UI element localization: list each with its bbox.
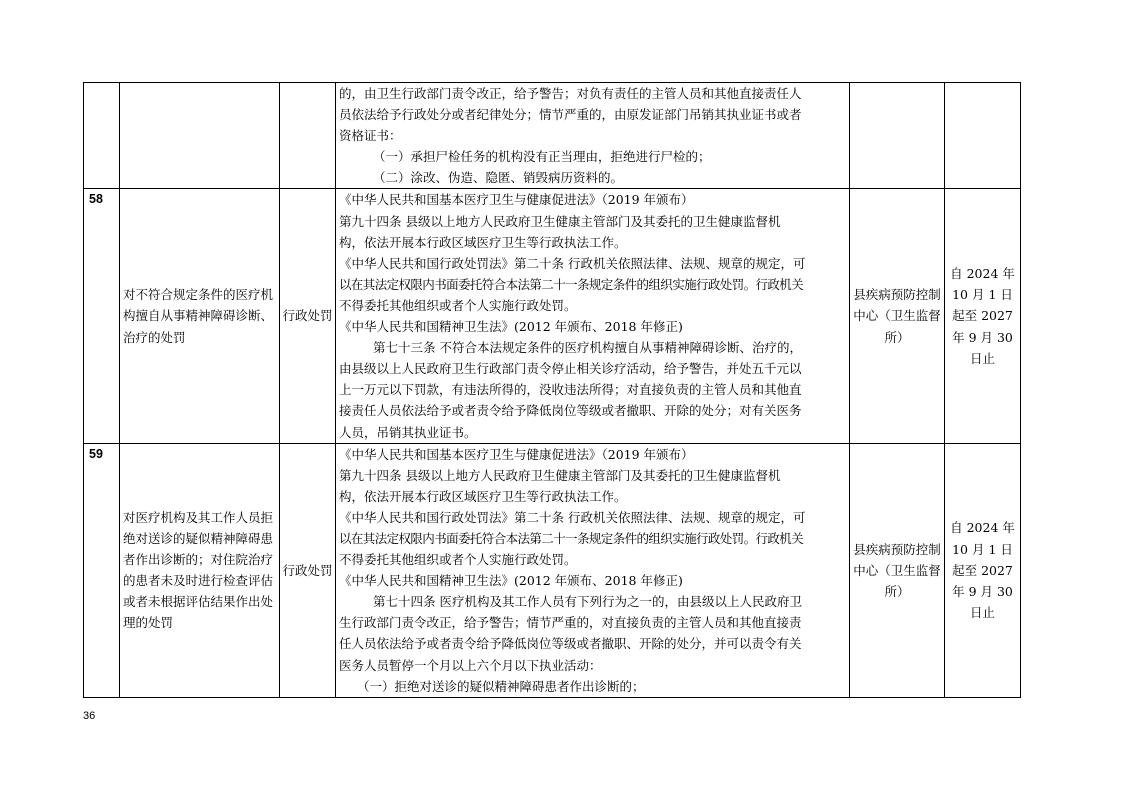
enforcement-table <box>83 82 1021 698</box>
item-name: 对医疗机构及其工作人员拒绝对送诊的疑似精神障碍患者作出诊断的；对住院治疗的患者未及时进行检查评估或者未根据评估结果作出处理的处罚 <box>120 443 280 697</box>
item-number <box>84 83 120 189</box>
basis-line: 不得委托其他组织或者个人实施行政处罚。 <box>339 297 577 313</box>
validity-period <box>945 83 1021 189</box>
item-kind <box>280 83 336 189</box>
basis-line: （一）拒绝对送诊的疑似精神障碍患者作出诊断的； <box>357 678 645 694</box>
basis-line: 员依法给予行政处分或者纪律处分；情节严重的，由原发证部门吊销其执业证书或者 <box>339 107 802 123</box>
legal-basis <box>336 443 850 697</box>
basis-line: （一）承担尸检任务的机构没有正当理由，拒绝进行尸检的； <box>373 149 711 165</box>
item-number: 58 <box>84 189 120 443</box>
responsible-dept: 县疾病预防控制中心（卫生监督所） <box>850 443 945 697</box>
basis-line: 人员，吊销其执业证书。 <box>339 424 477 440</box>
basis-line: 以在其法定权限内书面委托符合本法第二十一条规定条件的组织实施行政处罚。行政机关 <box>339 276 804 292</box>
table-row <box>84 189 1021 443</box>
basis-line: 的，由卫生行政部门责令改正，给予警告；对负有责任的主管人员和其他直接责任人 <box>339 86 802 101</box>
item-name <box>120 83 280 189</box>
basis-line: 第七十三条 不符合本法规定条件的医疗机构擅自从事精神障碍诊断、治疗的， <box>373 340 802 356</box>
responsible-dept: 县疾病预防控制中心（卫生监督所） <box>850 189 945 443</box>
table-row <box>84 443 1021 697</box>
basis-line: 由县级以上人民政府卫生行政部门责令停止相关诊疗活动，给予警告，并处五千元以 <box>339 361 802 377</box>
basis-line: 第七十四条 医疗机构及其工作人员有下列行为之一的，由县级以上人民政府卫 <box>373 594 802 610</box>
basis-line: 第九十四条 县级以上地方人民政府卫生健康主管部门及其委托的卫生健康监督机 <box>339 213 781 229</box>
basis-line: （二）涂改、伪造、隐匿、销毁病历资料的。 <box>373 170 624 186</box>
basis-line: 《中华人民共和国精神卫生法》(2012 年颁布、2018 年修正) <box>339 573 683 589</box>
item-name: 对不符合规定条件的医疗机构擅自从事精神障碍诊断、治疗的处罚 <box>120 189 280 443</box>
basis-line: 生行政部门责令改正，给予警告；情节严重的，对直接负责的主管人员和其他直接责 <box>339 615 802 631</box>
basis-line: 构，依法开展本行政区域医疗卫生等行政执法工作。 <box>339 234 627 250</box>
basis-line: 接责任人员依法给予或者责令给予降低岗位等级或者撤职、开除的处分；对有关医务 <box>339 403 802 419</box>
item-kind: 行政处罚 <box>280 443 336 697</box>
basis-line: 构，依法开展本行政区域医疗卫生等行政执法工作。 <box>339 488 627 504</box>
basis-line: 第九十四条 县级以上地方人民政府卫生健康主管部门及其委托的卫生健康监督机 <box>339 467 781 483</box>
item-kind: 行政处罚 <box>280 189 336 443</box>
basis-line: 不得委托其他组织或者个人实施行政处罚。 <box>339 552 577 568</box>
basis-line: 《中华人民共和国基本医疗卫生与健康促进法》（2019 年颁布） <box>339 446 694 462</box>
validity-period: 自 2024 年 10 月 1 日起至 2027 年 9 月 30 日止 <box>945 189 1021 443</box>
basis-line: 《中华人民共和国精神卫生法》(2012 年颁布、2018 年修正) <box>339 319 683 335</box>
legal-basis <box>336 189 850 443</box>
table-row <box>84 83 1021 189</box>
basis-line: 资格证书： <box>339 128 402 144</box>
page-number: 36 <box>83 710 96 722</box>
validity-period: 自 2024 年 10 月 1 日起至 2027 年 9 月 30 日止 <box>945 443 1021 697</box>
basis-line: 以在其法定权限内书面委托符合本法第二十一条规定条件的组织实施行政处罚。行政机关 <box>339 530 804 546</box>
responsible-dept <box>850 83 945 189</box>
basis-line: 《中华人民共和国基本医疗卫生与健康促进法》（2019 年颁布） <box>339 192 694 208</box>
basis-line: 任人员依法给予或者责令给予降低岗位等级或者撤职、开除的处分，并可以责令有关 <box>339 636 802 652</box>
basis-line: 上一万元以下罚款，有违法所得的，没收违法所得；对直接负责的主管人员和其他直 <box>339 382 802 398</box>
basis-line: 《中华人民共和国行政处罚法》第二十条 行政机关依照法律、法规、规章的规定，可 <box>339 255 806 271</box>
item-number: 59 <box>84 443 120 697</box>
legal-basis <box>336 83 850 189</box>
basis-line: 《中华人民共和国行政处罚法》第二十条 行政机关依照法律、法规、规章的规定，可 <box>339 509 806 525</box>
basis-line: 医务人员暂停一个月以上六个月以下执业活动： <box>339 657 602 673</box>
